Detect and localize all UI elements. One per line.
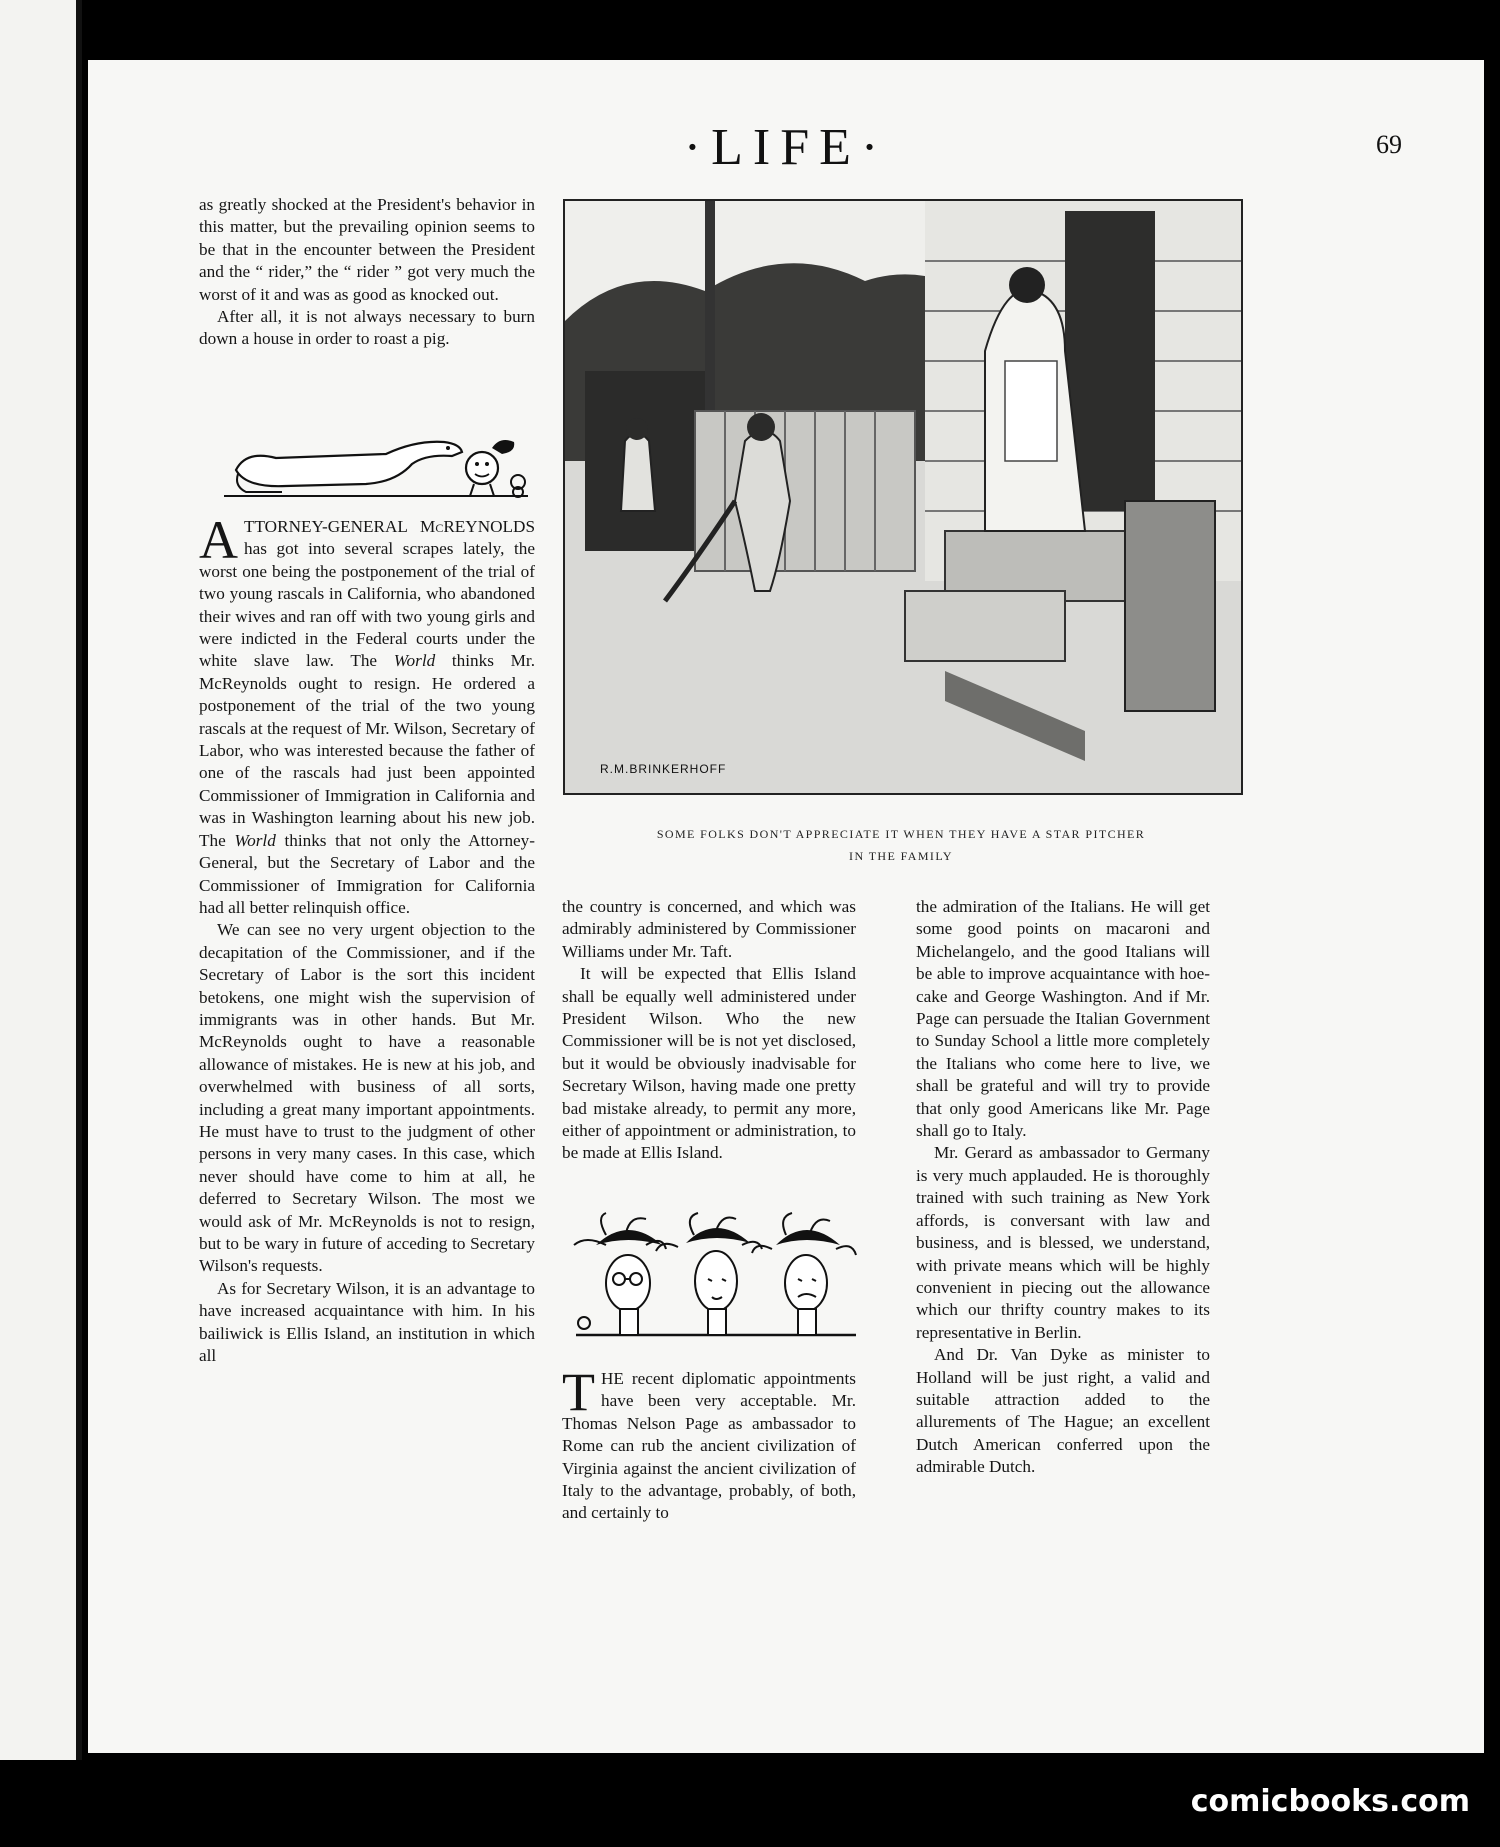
adjacent-page-edge <box>0 0 78 1760</box>
paragraph: It will be expected that Ellis Island shall be equally well administered under President Wilson. Who the new Commissioner will be is not yet disclosed, but it would be obviously inadvisable for Secretary Wilson, having made one pretty bad mistake already, to permit any more, either of appointment or administration, to be made at Ellis Island. <box>562 964 856 1163</box>
paragraph: THE recent diplomatic appointments have been very acceptable. Mr. Thomas Nelson Page as ambassador to Rome can rub the ancient civilization of Virginia against the ancient civilization of Italy to the advantage, probably, of both, and certainly to <box>562 1362 856 1523</box>
illustration-caption: SOME FOLKS DON'T APPRECIATE IT WHEN THEY HAVE A STAR PITCHER IN THE FAMILY <box>656 827 1146 863</box>
article-column-3 <box>916 896 1210 1479</box>
masthead: ·LIFE· <box>683 119 889 176</box>
article-column-1-continued <box>199 510 535 1367</box>
paragraph: as greatly shocked at the President's behavior in this matter, but the prevailing opinion seems to be that in the encounter between the President and the “ rider,” the “ rider ” got very much the worst of it and was as good as knocked out. <box>199 195 535 304</box>
laurel-heads-vignette-icon <box>566 1205 866 1355</box>
paragraph: the admiration of the Italians. He will get some good points on macaroni and Michelangelo, and the good Italians will be able to improve acquaintance with hoe-cake and George Washington. And if Mr. Page can persuade the Italian Government to Sunday School a little more completely the Italians who come here to live, we shall be grateful and will try to provide that only good Americans like Mr. Page shall go to Italy. <box>916 897 1210 1141</box>
paragraph: We can see no very urgent objection to the decapitation of the Commissioner, and if the Secretary of Labor is the sort this incident betokens, one might wish the supervision of immigrants was in other hands. But Mr. McReynolds ought to have a reasonable allowance of mistakes. He is new at his job, and overwhelmed with business of all sorts, including a great many important appointments. He must have to trust to the judgment of other persons in very many cases. In this case, which never should have come to him at all, he deferred to Secretary Wilson. The most we would ask of Mr. McReynolds is not to resign, but to be wary in future of acceding to Secretary Wilson's requests. <box>199 920 535 1276</box>
article-column-1 <box>199 194 535 351</box>
article-column-2-continued <box>562 1362 856 1525</box>
drop-cap: A <box>199 510 238 570</box>
cartoon-illustration <box>563 199 1243 795</box>
paragraph: ATTORNEY-GENERAL McREYNOLDS has got into several scrapes lately, the worst one being the postponement of the trial of two young rascals in California, who abandoned their wives and ran off with two young girls and were indicted in the Federal courts under the white slave law. The World thinks Mr. McReynolds ought to resign. He ordered a postponement of the trial of the two young rascals at the request of Mr. Wilson, Secretary of Labor, who was interested because the father of one of the rascals had just been appointed Commissioner of Immigration in California and was in Washington learning about his new job. The World thinks that not only the Attorney-General, but the Secretary of Labor and the Commissioner of Immigration for California had all better relinquish office. <box>199 510 535 917</box>
goose-vignette-icon <box>216 430 534 514</box>
watermark: comicbooks.com <box>1190 1784 1470 1819</box>
paragraph: the country is concerned, and which was admirably administered by Commissioner Williams under Mr. Taft. <box>562 897 856 961</box>
paragraph: After all, it is not always necessary to burn down a house in order to roast a pig. <box>199 307 535 349</box>
magazine-page <box>88 60 1484 1753</box>
paragraph: And Dr. Van Dyke as minister to Holland will be just right, a valid and suitable attraction added to the allurements of The Hague; an excellent Dutch American conferred upon the admirable Dutch. <box>916 1345 1210 1477</box>
artist-signature: R.M.BRINKERHOFF <box>600 762 727 776</box>
paragraph: As for Secretary Wilson, it is an advantage to have increased acquaintance with him. In his bailiwick is Ellis Island, an institution in which all <box>199 1278 535 1366</box>
page-number: 69 <box>1376 130 1402 159</box>
drop-cap: T <box>562 1362 595 1422</box>
paragraph: Mr. Gerard as ambassador to Germany is very much applauded. He is thoroughly trained with such training as New York affords, is conversant with law and business, and is blessed, we understand, with private means which will be highly convenient in piecing out the allowance which our thrifty country makes to its representative in Berlin. <box>916 1143 1210 1342</box>
article-column-2 <box>562 896 856 1165</box>
